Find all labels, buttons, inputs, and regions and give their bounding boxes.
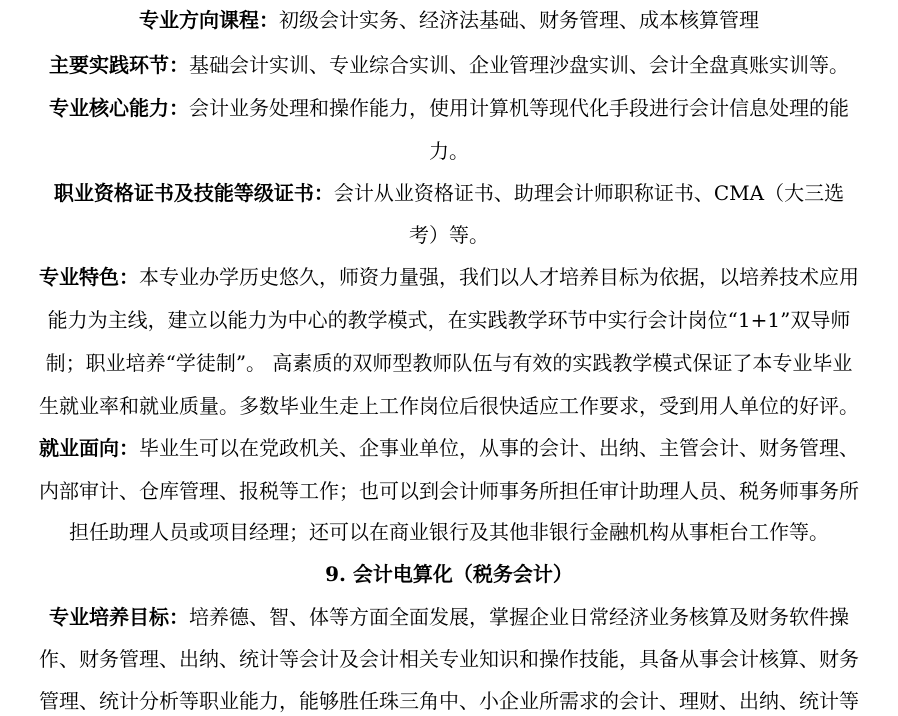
label-goal: 专业培养目标： [49,605,189,629]
paragraph-core-ability-cont: 力。 [429,139,469,163]
label-features: 专业特色： [39,265,139,289]
label-core-ability: 专业核心能力： [49,96,189,120]
paragraph-features-cont-2: 制；职业培养“学徒制”。 高素质的双师型教师队伍与有效的实践教学模式保证了本专业毕业 [45,351,853,375]
label-employment: 就业面向： [39,436,139,460]
paragraph-employment [0,434,898,462]
text-certificates: 会计从业资格证书、助理会计师职称证书、CMA（大三选 [333,181,845,205]
paragraph-certificates [0,179,898,207]
text-practice: 基础会计实训、专业综合实训、企业管理沙盘实训、会计全盘真账实训等。 [189,53,849,77]
label-courses: 专业方向课程： [139,8,279,32]
paragraph-features-cont-3: 生就业率和就业质量。多数毕业生走上工作岗位后很快适应工作要求，受到用人单位的好评。 [39,394,859,418]
paragraph-features [0,263,898,291]
text-core-ability: 会计业务处理和操作能力，使用计算机等现代化手段进行会计信息处理的能 [189,96,849,120]
text-features: 本专业办学历史悠久，师资力量强，我们以人才培养目标为依据，以培养技术应用 [139,265,859,289]
paragraph-certificates-cont: 考）等。 [409,223,489,247]
paragraph-goal [0,603,898,631]
paragraph-goal-cont-1: 作、财务管理、出纳、统计等会计及会计相关专业知识和操作技能，具备从事会计核算、财务 [39,647,859,671]
text-courses: 初级会计实务、经济法基础、财务管理、成本核算管理 [279,8,759,32]
paragraph-practice [0,51,898,79]
text-employment: 毕业生可以在党政机关、企事业单位，从事的会计、出纳、主管会计、财务管理、 [139,436,859,460]
paragraph-employment-cont-1: 内部审计、仓库管理、报税等工作；也可以到会计师事务所担任审计助理人员、税务师事务所 [39,479,859,503]
label-practice: 主要实践环节： [49,53,189,77]
paragraph-courses [0,6,898,34]
section-heading: 9. 会计电算化（税务会计） [325,562,573,586]
text-goal: 培养德、智、体等方面全面发展，掌握企业日常经济业务核算及财务软件操 [189,605,849,629]
paragraph-goal-cont-2: 管理、统计分析等职业能力，能够胜任珠三角中、小企业所需求的会计、理财、出纳、统计等 [39,689,859,713]
paragraph-features-cont-1: 能力为主线，建立以能力为中心的教学模式，在实践教学环节中实行会计岗位“1+1”双导师 [47,308,851,332]
paragraph-core-ability [0,94,898,122]
label-certificates: 职业资格证书及技能等级证书： [53,181,334,205]
paragraph-employment-cont-2: 担任助理人员或项目经理；还可以在商业银行及其他非银行金融机构从事柜台工作等。 [69,520,829,544]
